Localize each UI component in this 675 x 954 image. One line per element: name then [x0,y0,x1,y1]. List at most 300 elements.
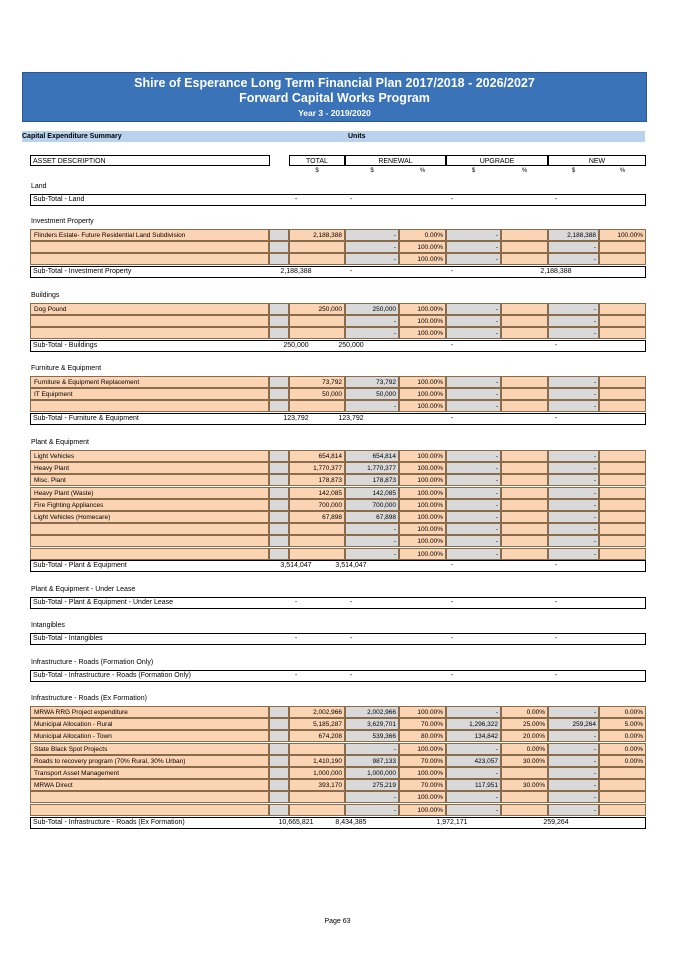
table-row [30,303,646,315]
upgrade-pct [501,327,548,339]
upgrade-value: - [446,706,501,718]
upgrade-value: - [446,743,501,755]
renewal-value: 50,000 [345,388,399,400]
table-row [30,229,646,241]
section-title: Plant & Equipment - Under Lease [31,586,136,593]
new-value: - [548,462,599,474]
subtotal-total: 2,188,388 [280,268,312,275]
asset-name: State Black Spot Projects [30,743,269,755]
asset-name [30,241,269,253]
renewal-pct: 0.00% [399,229,446,241]
spacer-cell [269,400,289,412]
upgrade-value: - [446,791,501,803]
subtotal-upgrade: 1,972,171 [436,819,468,826]
spacer-cell [269,474,289,486]
total-value: 700,000 [289,499,345,511]
upgrade-value: - [446,523,501,535]
renewal-pct: 100.00% [399,487,446,499]
summary-bar [22,131,645,142]
unit-renewal-dollar: $ [370,168,374,174]
spacer-cell [269,779,289,791]
upgrade-value: - [446,229,501,241]
renewal-value: 250,000 [345,303,399,315]
table-row [30,755,646,767]
upgrade-pct: 0.00% [501,743,548,755]
upgrade-value: - [446,548,501,560]
spacer-cell [269,755,289,767]
new-pct: 0.00% [599,730,646,742]
section-title: Infrastructure - Roads (Formation Only) [31,659,154,666]
renewal-value: 142,085 [345,487,399,499]
total-value: 393,170 [289,779,345,791]
total-value [289,535,345,547]
subtotal-renewal: - [349,672,353,679]
asset-name: Light Vehicles (Homecare) [30,511,269,523]
unit-upgrade-pct: % [521,168,528,174]
unit-upgrade-dollar: $ [471,168,476,174]
total-value [289,791,345,803]
unit-total: $ [315,168,319,174]
renewal-pct: 100.00% [399,743,446,755]
subtotal-row [30,340,646,352]
spacer-cell [269,253,289,265]
spacer-cell [269,450,289,462]
new-value: - [548,253,599,265]
spacer-cell [269,388,289,400]
upgrade-pct [501,315,548,327]
table-row [30,253,646,265]
table-row [30,474,646,486]
upgrade-pct [501,388,548,400]
new-pct [599,791,646,803]
renewal-value: 67,898 [345,511,399,523]
new-pct [599,462,646,474]
renewal-value: 1,000,000 [345,767,399,779]
table-row [30,241,646,253]
new-pct [599,241,646,253]
upgrade-value: - [446,303,501,315]
upgrade-pct [501,499,548,511]
asset-name [30,400,269,412]
upgrade-value: 423,057 [446,755,501,767]
new-value: - [548,523,599,535]
upgrade-value: - [446,804,501,816]
spacer-cell [269,535,289,547]
subtotal-upgrade: - [450,635,454,642]
spacer-cell [269,327,289,339]
asset-name: Flinders Estate- Future Residential Land Subdivision [30,229,269,241]
upgrade-pct [501,767,548,779]
subtotal-new: - [554,196,558,203]
unit-new-pct: % [619,168,626,174]
renewal-value: 275,219 [345,779,399,791]
renewal-value: - [345,229,399,241]
new-value: - [548,376,599,388]
upgrade-pct [501,450,548,462]
spacer-cell [269,767,289,779]
spacer-cell [269,730,289,742]
col-new: NEW [548,155,646,166]
upgrade-value: - [446,535,501,547]
spacer-cell [269,487,289,499]
asset-name: Misc. Plant [30,474,269,486]
renewal-value: 700,000 [345,499,399,511]
total-value [289,327,345,339]
total-value: 67,898 [289,511,345,523]
table-row [30,523,646,535]
subtotal-upgrade: - [450,599,454,606]
subtotal-renewal: - [349,268,353,275]
subtotal-upgrade: - [450,342,454,349]
upgrade-pct [501,253,548,265]
total-value: 50,000 [289,388,345,400]
renewal-value: - [345,523,399,535]
upgrade-value: - [446,327,501,339]
new-value: - [548,706,599,718]
new-pct [599,388,646,400]
total-value: 73,792 [289,376,345,388]
spacer-cell [269,791,289,803]
asset-name [30,315,269,327]
subtotal-new: 2,188,388 [540,268,572,275]
new-value: - [548,400,599,412]
col-total: TOTAL [289,155,345,166]
subtotal-row [30,817,646,829]
new-pct [599,487,646,499]
upgrade-value: - [446,315,501,327]
renewal-pct: 100.00% [399,474,446,486]
renewal-pct: 70.00% [399,779,446,791]
table-row [30,706,646,718]
new-value: - [548,388,599,400]
new-pct [599,327,646,339]
spacer-cell [269,743,289,755]
renewal-value: - [345,253,399,265]
subtotal-label: Sub-Total - Infrastructure - Roads (Formation Only) [33,672,191,679]
total-value: 1,410,190 [289,755,345,767]
unit-renewal-pct: % [419,168,426,174]
new-value: - [548,474,599,486]
subtotal-row [30,633,646,645]
subtotal-label: Sub-Total - Infrastructure - Roads (Ex Formation) [33,819,185,826]
renewal-value: - [345,548,399,560]
table-row [30,548,646,560]
section-title: Intangibles [31,622,65,629]
subtotal-new: - [554,635,558,642]
subtotal-row [30,597,646,609]
new-pct [599,535,646,547]
upgrade-pct [501,804,548,816]
renewal-pct: 100.00% [399,253,446,265]
renewal-value: 1,770,377 [345,462,399,474]
upgrade-value: - [446,253,501,265]
section-title: Infrastructure - Roads (Ex Formation) [31,695,147,702]
total-value: 674,208 [289,730,345,742]
upgrade-value: - [446,376,501,388]
renewal-value: - [345,743,399,755]
total-value [289,804,345,816]
new-pct: 100.00% [599,229,646,241]
renewal-value: - [345,241,399,253]
report-banner [22,72,647,122]
asset-name [30,523,269,535]
upgrade-pct [501,548,548,560]
subtotal-renewal: 123,792 [338,415,364,422]
renewal-pct: 100.00% [399,706,446,718]
asset-name: MRWA RRG Project expenditure [30,706,269,718]
new-value: - [548,743,599,755]
summary-label: Capital Expenditure Summary [22,133,122,140]
upgrade-value: - [446,767,501,779]
total-value [289,523,345,535]
subtotal-label: Sub-Total - Buildings [33,342,98,349]
table-row [30,388,646,400]
upgrade-pct [501,523,548,535]
new-value: - [548,450,599,462]
upgrade-value: - [446,499,501,511]
table-row [30,511,646,523]
renewal-value: - [345,535,399,547]
new-value: - [548,327,599,339]
new-value: - [548,487,599,499]
renewal-pct: 100.00% [399,511,446,523]
subtotal-row [30,670,646,682]
upgrade-pct [501,791,548,803]
total-value: 2,002,966 [289,706,345,718]
renewal-pct: 100.00% [399,535,446,547]
renewal-value: - [345,315,399,327]
section-title: Investment Property [31,218,94,225]
table-row [30,779,646,791]
table-row [30,791,646,803]
spacer-cell [269,718,289,730]
new-value: - [548,791,599,803]
subtotal-renewal: 3,514,047 [335,562,367,569]
renewal-value: - [345,400,399,412]
upgrade-value: - [446,450,501,462]
upgrade-value: - [446,487,501,499]
renewal-pct: 100.00% [399,767,446,779]
renewal-pct: 100.00% [399,315,446,327]
renewal-value: 654,814 [345,450,399,462]
asset-name: Roads to recovery program (70% Rural, 30% Urban) [30,755,269,767]
subtotal-new: - [554,599,558,606]
upgrade-value: - [446,474,501,486]
table-row [30,730,646,742]
table-row [30,327,646,339]
renewal-pct: 100.00% [399,462,446,474]
report-year: Year 3 - 2019/2020 [298,108,371,118]
new-value: - [548,511,599,523]
upgrade-pct: 0.00% [501,706,548,718]
total-value [289,743,345,755]
new-value: 2,188,388 [548,229,599,241]
asset-name [30,791,269,803]
asset-name: Light Vehicles [30,450,269,462]
spacer-cell [269,303,289,315]
new-pct [599,767,646,779]
table-row [30,487,646,499]
new-value: - [548,779,599,791]
new-value: - [548,767,599,779]
renewal-pct: 100.00% [399,499,446,511]
total-value: 1,000,000 [289,767,345,779]
subtotal-upgrade: - [450,268,454,275]
renewal-pct: 100.00% [399,388,446,400]
renewal-pct: 100.00% [399,400,446,412]
renewal-value: 2,002,966 [345,706,399,718]
new-value: - [548,241,599,253]
subtotal-upgrade: - [450,196,454,203]
col-renewal: RENEWAL [345,155,446,166]
asset-name: Heavy Plant [30,462,269,474]
new-pct [599,303,646,315]
upgrade-value: - [446,241,501,253]
total-value: 250,000 [289,303,345,315]
new-pct [599,548,646,560]
subtotal-row [30,194,646,206]
section-title: Buildings [31,292,60,299]
new-pct: 0.00% [599,755,646,767]
new-pct [599,450,646,462]
upgrade-value: 117,951 [446,779,501,791]
col-upgrade: UPGRADE [446,155,548,166]
col-asset: ASSET DESCRIPTION [30,155,270,166]
table-row [30,499,646,511]
subtotal-renewal: - [349,599,353,606]
subtotal-row [30,560,646,572]
renewal-pct: 70.00% [399,755,446,767]
subtotal-total: - [294,672,298,679]
upgrade-value: - [446,462,501,474]
new-value: - [548,499,599,511]
subtotal-label: Sub-Total - Investment Property [33,268,132,275]
table-row [30,400,646,412]
renewal-value: 987,133 [345,755,399,767]
upgrade-pct: 20.00% [501,730,548,742]
asset-name [30,253,269,265]
subtotal-total: - [294,599,298,606]
subtotal-label: Sub-Total - Plant & Equipment [33,562,127,569]
new-pct [599,511,646,523]
report-subtitle: Forward Capital Works Program [239,91,430,105]
upgrade-pct [501,229,548,241]
asset-name [30,548,269,560]
upgrade-pct [501,241,548,253]
subtotal-upgrade: - [450,562,454,569]
asset-name: Furniture & Equipment Replacement [30,376,269,388]
renewal-value: 178,873 [345,474,399,486]
renewal-pct: 100.00% [399,523,446,535]
renewal-value: 539,366 [345,730,399,742]
renewal-pct: 100.00% [399,548,446,560]
table-row [30,804,646,816]
section-title: Land [31,183,47,190]
asset-name: Municipal Allocation - Town [30,730,269,742]
subtotal-label: Sub-Total - Intangibles [33,635,103,642]
section-title: Plant & Equipment [31,439,89,446]
new-value: 259,264 [548,718,599,730]
spacer-cell [269,462,289,474]
new-value: - [548,548,599,560]
subtotal-upgrade: - [450,672,454,679]
total-value: 5,185,287 [289,718,345,730]
asset-name [30,327,269,339]
renewal-pct: 100.00% [399,241,446,253]
subtotal-total: 10,665,821 [278,819,314,826]
new-pct: 0.00% [599,706,646,718]
renewal-pct: 100.00% [399,376,446,388]
subtotal-total: 250,000 [283,342,309,349]
total-value: 178,873 [289,474,345,486]
spacer-cell [269,241,289,253]
upgrade-pct: 30.00% [501,779,548,791]
upgrade-value: - [446,511,501,523]
renewal-pct: 100.00% [399,327,446,339]
subtotal-new: - [554,672,558,679]
upgrade-value: - [446,400,501,412]
spacer-cell [269,511,289,523]
upgrade-pct [501,511,548,523]
upgrade-value: - [446,388,501,400]
total-value [289,253,345,265]
renewal-value: 73,792 [345,376,399,388]
new-pct [599,804,646,816]
upgrade-pct [501,487,548,499]
upgrade-pct: 25.00% [501,718,548,730]
subtotal-total: - [294,196,298,203]
upgrade-pct [501,462,548,474]
total-value: 654,814 [289,450,345,462]
asset-name [30,535,269,547]
new-value: - [548,303,599,315]
new-value: - [548,730,599,742]
upgrade-pct [501,376,548,388]
new-value: - [548,315,599,327]
table-row [30,462,646,474]
subtotal-total: 3,514,047 [280,562,312,569]
subtotal-row [30,266,646,278]
section-title: Furniture & Equipment [31,365,102,372]
unit-new-dollar: $ [571,168,576,174]
subtotal-renewal: - [349,196,353,203]
subtotal-total: 123,792 [283,415,309,422]
asset-name: IT Equipment [30,388,269,400]
upgrade-pct [501,400,548,412]
renewal-value: - [345,804,399,816]
asset-name: MRWA Direct [30,779,269,791]
spacer-cell [269,499,289,511]
table-row [30,743,646,755]
renewal-value: - [345,327,399,339]
units-label: Units [348,133,366,140]
spacer-cell [269,804,289,816]
spacer-cell [269,229,289,241]
new-pct [599,779,646,791]
subtotal-upgrade: - [450,415,454,422]
new-value: - [548,755,599,767]
asset-name: Heavy Plant (Waste) [30,487,269,499]
total-value [289,548,345,560]
renewal-pct: 100.00% [399,791,446,803]
renewal-pct: 100.00% [399,450,446,462]
subtotal-label: Sub-Total - Land [33,196,85,203]
subtotal-renewal: 250,000 [338,342,364,349]
new-pct [599,315,646,327]
upgrade-pct [501,535,548,547]
spacer-cell [269,523,289,535]
new-pct [599,253,646,265]
